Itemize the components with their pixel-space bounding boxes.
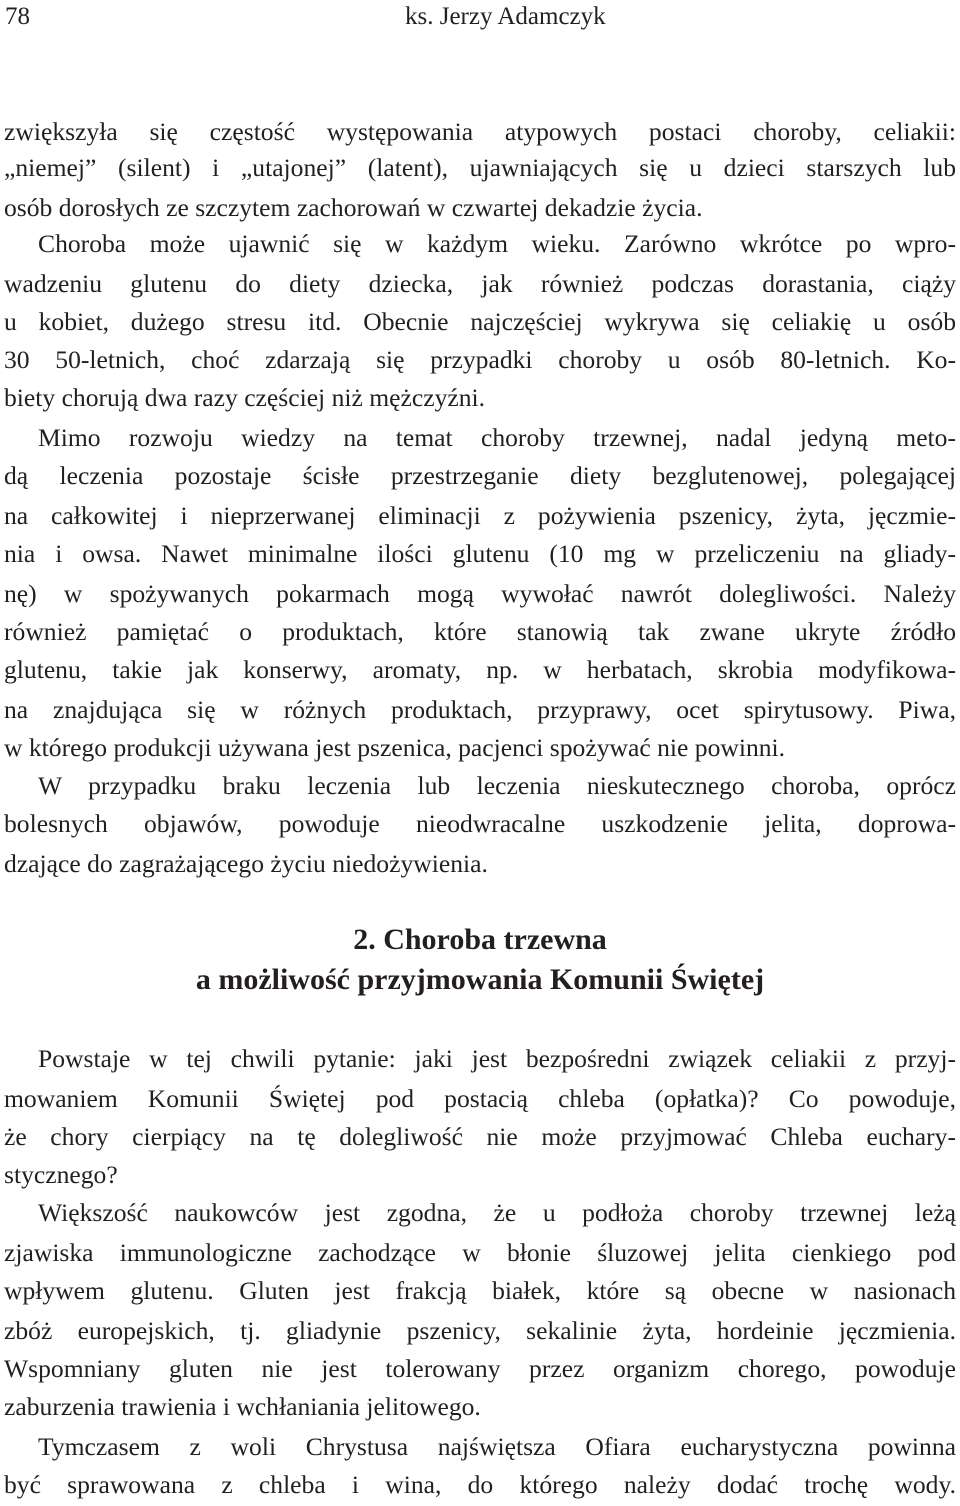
text-line: 30 50-letnich, choć zdarzają się przypadki choroby u osób 80-letnich. Ko- (4, 345, 956, 374)
section-heading-line: a możliwość przyjmowania Komunii Świętej (195, 963, 765, 996)
text-line: na znajdująca się w różnych produktach, przyprawy, ocet spirytusowy. Piwa, (4, 695, 956, 724)
text-line: że chory cierpiący na tę dolegliwość nie może przyjmować Chleba euchary- (4, 1122, 956, 1151)
text-line: zjawiska immunologiczne zachodzące w błonie śluzowej jelita cienkiego pod (4, 1238, 956, 1267)
text-line: W przypadku braku leczenia lub leczenia nieskutecznego choroba, oprócz (38, 771, 956, 800)
text-line: bolesnych objawów, powoduje nieodwracalne uszkodzenie jelita, doprowa- (4, 809, 956, 838)
text-line: Większość naukowców jest zgodna, że u podłoża choroby trzewnej leżą (38, 1198, 956, 1227)
section-heading-line: 2. Choroba trzewna (353, 923, 607, 956)
text-line: biety chorują dwa razy częściej niż mężczyźni. (4, 383, 486, 412)
text-line: wadzeniu glutenu do diety dziecka, jak również podczas dorastania, ciąży (4, 269, 956, 298)
text-line: Wspomniany gluten nie jest tolerowany przez organizm chorego, powoduje (4, 1354, 956, 1383)
text-line: wpływem glutenu. Gluten jest frakcją białek, które są obecne w nasionach (4, 1276, 956, 1305)
running-head: ks. Jerzy Adamczyk (405, 3, 606, 30)
text-line: nę) w spożywanych pokarmach mogą wywołać nawrót dolegliwości. Należy (4, 579, 956, 608)
text-line: w którego produkcji używana jest pszenica, pacjenci spożywać nie powinni. (4, 733, 786, 762)
text-line: dzające do zagrażającego życiu niedożywienia. (4, 849, 488, 878)
text-line: Tymczasem z woli Chrystusa najświętsza Ofiara eucharystyczna powinna (38, 1432, 956, 1461)
text-line: u kobiet, dużego stresu itd. Obecnie najczęściej wykrywa się celiakię u osób (4, 307, 956, 336)
page-number: 78 (5, 3, 30, 30)
text-line: osób dorosłych ze szczytem zachorowań w czwartej dekadzie życia. (4, 193, 703, 222)
text-line: zaburzenia trawienia i wchłaniania jelitowego. (4, 1392, 481, 1421)
text-line: mowaniem Komunii Świętej pod postacią chleba (opłatka)? Co powoduje, (4, 1084, 956, 1113)
text-line: glutenu, takie jak konserwy, aromaty, np. w herbatach, skrobia modyfikowa- (4, 655, 956, 684)
text-line: Choroba może ujawnić się w każdym wieku. Zarówno wkrótce po wpro- (38, 229, 956, 258)
text-line: być sprawowana z chleba i wina, do którego należy dodać trochę wody. (4, 1470, 956, 1499)
text-line: na całkowitej i nieprzerwanej eliminacji z pożywienia pszenicy, żyta, jęczmie- (4, 501, 956, 530)
text-line: dą leczenia pozostaje ścisłe przestrzeganie diety bezglutenowej, polegającej (4, 461, 956, 490)
text-line: zwiększyła się częstość występowania atypowych postaci choroby, celiakii: (4, 117, 956, 146)
text-line: nia i owsa. Nawet minimalne ilości glutenu (10 mg w przeliczeniu na gliady- (4, 539, 956, 568)
text-line: zbóż europejskich, tj. gliadynie pszenicy, sekalinie żyta, hordeinie jęczmienia. (4, 1316, 956, 1345)
text-line: „niemej” (silent) i „utajonej” (latent), ujawniających się u dzieci starszych lub (4, 153, 956, 182)
text-line: Powstaje w tej chwili pytanie: jaki jest bezpośredni związek celiakii z przyj- (38, 1044, 956, 1073)
text-line: stycznego? (4, 1160, 118, 1189)
page-header (0, 0, 960, 36)
text-line: również pamiętać o produktach, które stanowią tak zwane ukryte źródło (4, 617, 956, 646)
text-line: Mimo rozwoju wiedzy na temat choroby trzewnej, nadal jedyną meto- (38, 423, 956, 452)
